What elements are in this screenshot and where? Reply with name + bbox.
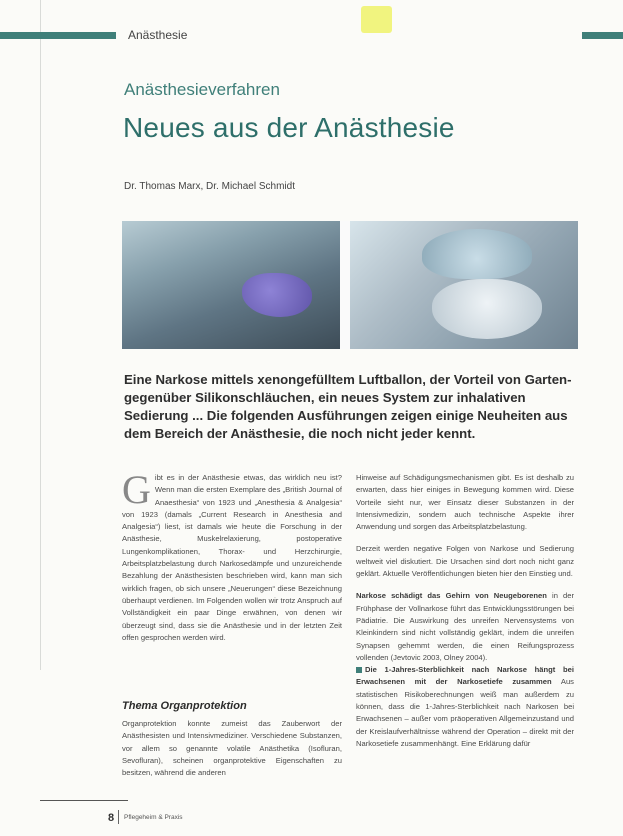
section-heading: Thema Organprotektion — [122, 700, 247, 712]
body-paragraph — [356, 590, 574, 664]
article-authors: Dr. Thomas Marx, Dr. Michael Schmidt — [124, 181, 295, 192]
body-paragraph — [356, 664, 574, 750]
paragraph-text: in der Frühphase der Vollnarkose führt das Entwicklungsstörungen bei Pädiatrie. Die Auswirkung des unreifen Nervensystems von Kleinkindern sind nicht vollständig geklärt, indem die unreifen Synapsen gehemmt werden, die einen Reifungsprozess vollenden (Jevtovic 2003, Olney 2004). — [356, 591, 574, 662]
body-column-left-lower — [122, 718, 342, 779]
body-column-right — [356, 472, 574, 750]
photo-surgical-mask — [432, 279, 542, 339]
drop-cap: G — [122, 467, 151, 512]
photo-divider — [340, 221, 350, 349]
sticky-note-mark — [361, 6, 392, 33]
photo-surgical-cap — [422, 229, 532, 279]
margin-line — [40, 0, 41, 670]
body-paragraph: ibt es in der Anästhesie etwas, das wirklich neu ist? Wenn man die ersten Exemplare des „British Journal of Anaesthesia“ von 1923 und „Anesthesia & Analgesia“ von 1923 (damals „Current Research in Anesthesia and Analgesia“) liest, ist damals wie heute die Forschung in der Anästhesie, Muskelrelaxierung, postoperative Lungenkomplikationen, Thorax- und Herzchirurgie, Arbeitsplatzbelastung durch Narkosedämpfe und unzureichende Bezahlung der Anästhesisten beschrieben wird, kann man sich wirklich fragen, ob sich unsere „Neuerungen“ diese Bezeichnung überhaupt verdienen. Im Folgenden wollen wir trotz Anspruch auf Vollständigkeit ein paar Dinge erwähnen, von denen wir überzeugt sind, dass sie die Anästhesie und in der letzten Zeit offen gesprochen werden wird. — [122, 473, 342, 642]
body-column-left — [122, 467, 342, 644]
section-label: Anästhesie — [128, 28, 188, 42]
article-kicker: Anästhesieverfahren — [124, 80, 280, 99]
header-accent-bar-right — [582, 32, 623, 39]
paragraph-text: Aus statistischen Risikoberechnungen weiß man außerdem zu können, dass die 1-Jahres-Sterblichkeit nach Narkosen bei Erwachsenen – außer vom präoperativen Allgemeinzustand und der Kreislaufverhältnisse während der Operation – direkt mit der Narkosetiefe zusammenhängt. Eine Erklärung dafür — [356, 677, 574, 748]
header-accent-bar-left — [0, 32, 116, 39]
page-number: 8 — [108, 812, 115, 824]
article-photo — [122, 221, 578, 349]
footer-separator — [118, 810, 119, 824]
footer-rule — [40, 800, 128, 801]
inline-subheading: Narkose schädigt das Gehirn von Neugeborenen — [356, 591, 547, 601]
magazine-name: Pflegeheim & Praxis — [124, 814, 183, 821]
inline-subheading: Die 1-Jahres-Sterblichkeit nach Narkose hängt bei Erwachsenen mit der Narkosetiefe zusammen — [356, 665, 574, 687]
body-paragraph: Organprotektion konnte zumeist das Zauberwort der Anästhesisten und Intensivmediziner. Verschiedene Substanzen, vor allem so genannte volatile Anästhetika (Isofluran, Sevofluran), scheinen organprotektive Eigenschaften zu besitzen, während die anderen — [122, 719, 342, 778]
article-title: Neues aus der Anästhesie — [123, 112, 455, 143]
article-lead: Eine Narkose mittels xenongefülltem Luftballon, der Vorteil von Garten- gegenüber Silikonschläuchen, ein neues System zur inhalativen Sedierung ... Die folgenden Ausführungen zeigen einige Neuheiten aus dem Bereich der Anästhesie, die noch nicht jeder kennt. — [124, 372, 572, 441]
body-paragraph: Derzeit werden negative Folgen von Narkose und Sedierung weltweit viel diskutiert. Die Ursachen sind dort noch nicht ganz geklärt. Aktuelle Veröffentlichungen bieten hier den Einstieg und. — [356, 544, 574, 579]
body-paragraph: Hinweise auf Schädigungsmechanismen gibt. Es ist deshalb zu erwarten, dass hier einiges in Bewegung kommen wird. Diese Vorteile sieht nur, wer Einsatz dieser Substanzen in der Intensivmedizin, sondern auch technische Aspekte ihrer Anwendung und sorgen das Arbeitsplatzbelastung. — [356, 473, 574, 532]
square-bullet-icon — [356, 667, 362, 673]
